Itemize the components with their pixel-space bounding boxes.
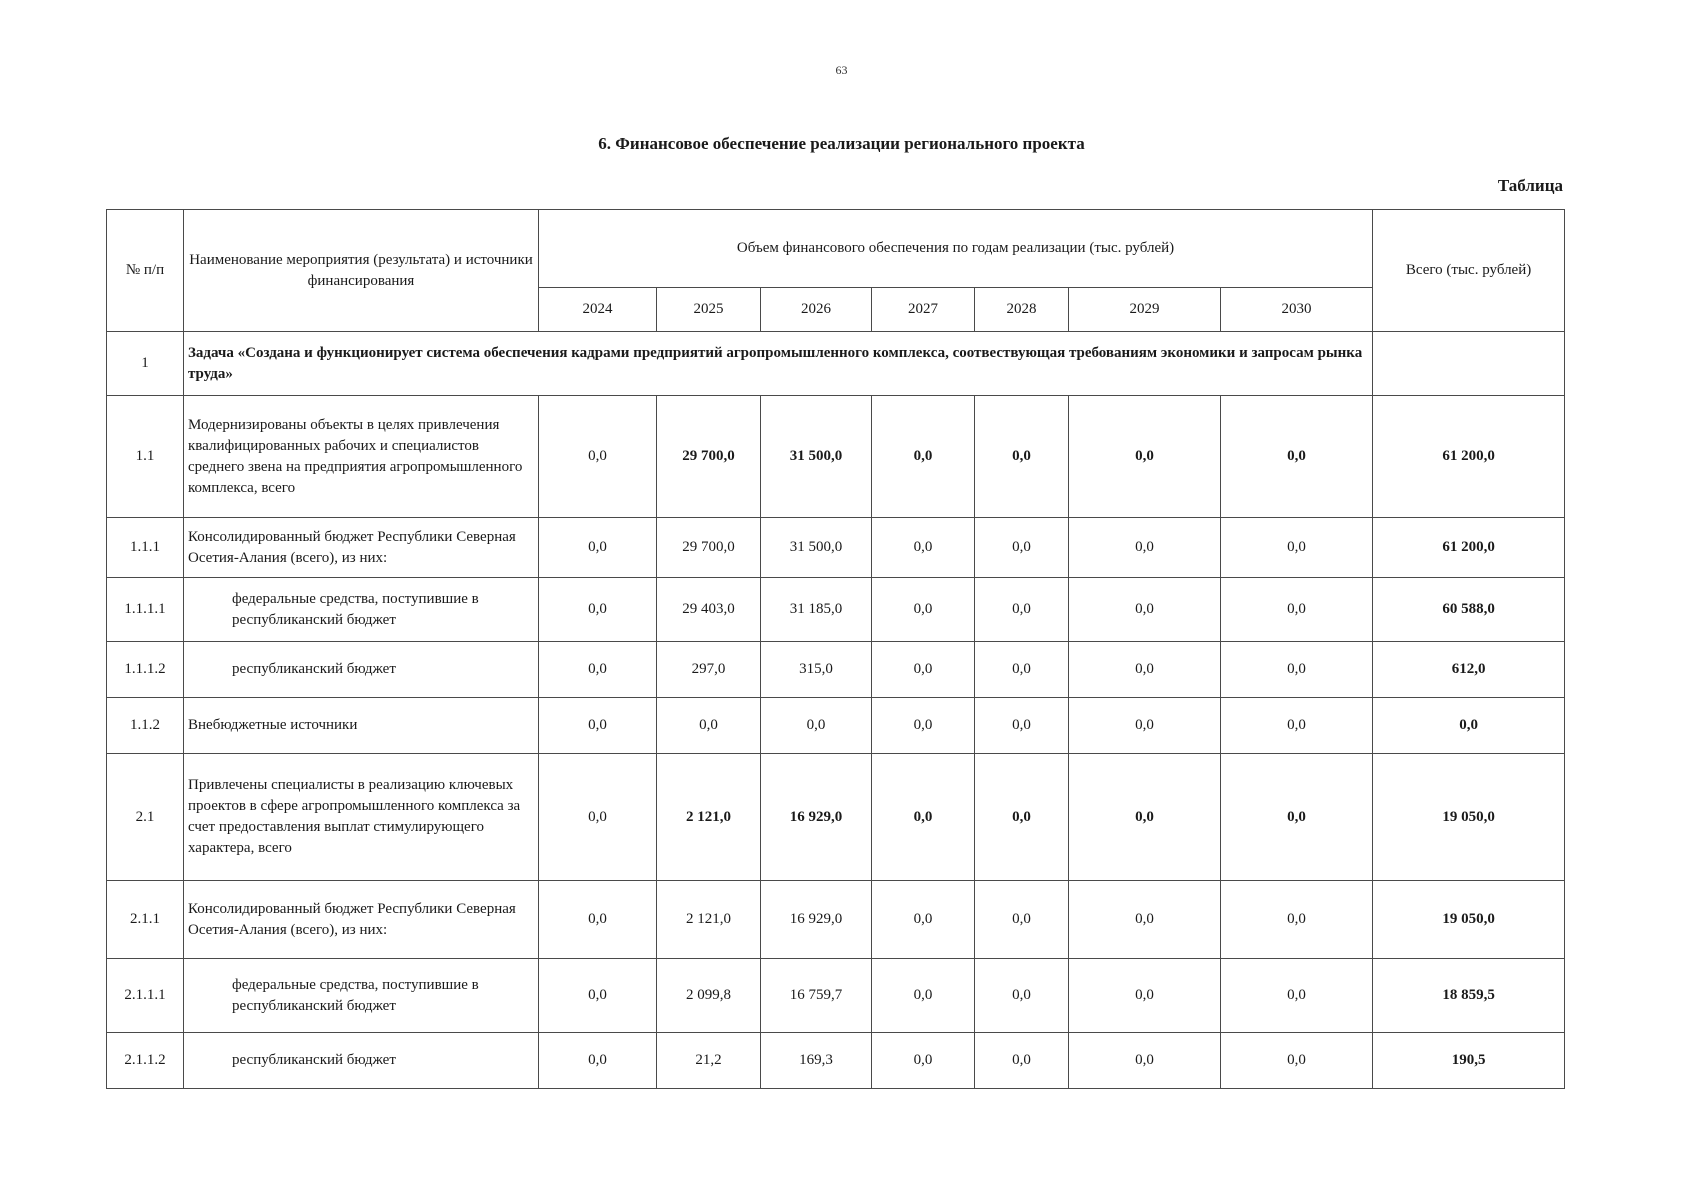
year-value: 297,0	[657, 642, 761, 698]
year-value: 0,0	[1221, 959, 1373, 1033]
row-num: 1.1	[107, 396, 184, 518]
year-value: 0,0	[975, 642, 1069, 698]
year-value: 0,0	[975, 578, 1069, 642]
year-value: 29 700,0	[657, 518, 761, 578]
row-total: 61 200,0	[1373, 396, 1565, 518]
row-num: 2.1	[107, 754, 184, 881]
header-year: 2024	[539, 288, 657, 332]
year-value: 29 403,0	[657, 578, 761, 642]
year-value: 0,0	[1069, 518, 1221, 578]
year-value: 0,0	[539, 396, 657, 518]
year-value: 0,0	[975, 396, 1069, 518]
year-value: 0,0	[975, 1033, 1069, 1089]
year-value: 0,0	[1069, 754, 1221, 881]
table-row	[107, 959, 1565, 1033]
year-value: 0,0	[539, 754, 657, 881]
year-value: 0,0	[975, 959, 1069, 1033]
row-total: 612,0	[1373, 642, 1565, 698]
year-value: 0,0	[657, 698, 761, 754]
year-value: 0,0	[975, 881, 1069, 959]
year-value: 0,0	[1221, 881, 1373, 959]
year-value: 315,0	[761, 642, 872, 698]
row-num: 1.1.1	[107, 518, 184, 578]
task-row	[107, 332, 1565, 396]
year-value: 0,0	[539, 881, 657, 959]
section-title: 6. Финансовое обеспечение реализации регионального проекта	[598, 134, 1085, 153]
header-year: 2025	[657, 288, 761, 332]
row-total: 19 050,0	[1373, 881, 1565, 959]
year-value: 0,0	[1221, 698, 1373, 754]
row-total: 60 588,0	[1373, 578, 1565, 642]
row-name: федеральные средства, поступившие в республиканский бюджет	[184, 578, 539, 642]
header-num: № п/п	[107, 210, 184, 332]
table-row	[107, 518, 1565, 578]
row-name: Консолидированный бюджет Республики Северная Осетия-Алания (всего), из них:	[184, 881, 539, 959]
year-value: 0,0	[1069, 698, 1221, 754]
year-value: 0,0	[872, 578, 975, 642]
page-number: 63	[835, 63, 848, 77]
year-value: 0,0	[1221, 396, 1373, 518]
year-value: 2 099,8	[657, 959, 761, 1033]
year-value: 0,0	[1069, 1033, 1221, 1089]
year-value: 2 121,0	[657, 754, 761, 881]
header-year: 2026	[761, 288, 872, 332]
year-value: 16 759,7	[761, 959, 872, 1033]
table-row	[107, 1033, 1565, 1089]
header-volume: Объем финансового обеспечения по годам реализации (тыс. рублей)	[539, 210, 1373, 288]
year-value: 0,0	[975, 698, 1069, 754]
year-value: 0,0	[872, 881, 975, 959]
task-num: 1	[107, 332, 184, 396]
row-total: 190,5	[1373, 1033, 1565, 1089]
year-value: 0,0	[1221, 642, 1373, 698]
year-value: 0,0	[539, 1033, 657, 1089]
year-value: 0,0	[761, 698, 872, 754]
row-total: 0,0	[1373, 698, 1565, 754]
table-row	[107, 881, 1565, 959]
year-value: 2 121,0	[657, 881, 761, 959]
year-value: 169,3	[761, 1033, 872, 1089]
year-value: 0,0	[872, 396, 975, 518]
row-total: 61 200,0	[1373, 518, 1565, 578]
table-caption: Таблица	[1497, 176, 1563, 195]
year-value: 0,0	[872, 642, 975, 698]
row-num: 2.1.1	[107, 881, 184, 959]
year-value: 0,0	[1069, 396, 1221, 518]
row-name: федеральные средства, поступившие в республиканский бюджет	[184, 959, 539, 1033]
header-year: 2030	[1221, 288, 1373, 332]
row-name: Консолидированный бюджет Республики Северная Осетия-Алания (всего), из них:	[184, 518, 539, 578]
row-num: 2.1.1.1	[107, 959, 184, 1033]
year-value: 21,2	[657, 1033, 761, 1089]
year-value: 0,0	[1069, 578, 1221, 642]
table-row	[107, 642, 1565, 698]
row-num: 2.1.1.2	[107, 1033, 184, 1089]
year-value: 16 929,0	[761, 754, 872, 881]
task-text: Задача «Создана и функционирует система обеспечения кадрами предприятий агропромышленного комплекса, соотвествующая требованиям экономики и запросам рынка труда»	[184, 332, 1373, 396]
year-value: 0,0	[539, 959, 657, 1033]
financing-table	[106, 209, 1565, 1089]
year-value: 0,0	[1221, 754, 1373, 881]
year-value: 0,0	[872, 754, 975, 881]
year-value: 0,0	[872, 698, 975, 754]
row-num: 1.1.1.2	[107, 642, 184, 698]
year-value: 0,0	[1221, 518, 1373, 578]
header-name: Наименование мероприятия (результата) и источники финансирования	[184, 210, 539, 332]
task-total-empty	[1373, 332, 1565, 396]
year-value: 16 929,0	[761, 881, 872, 959]
year-value: 0,0	[1221, 1033, 1373, 1089]
year-value: 0,0	[539, 578, 657, 642]
year-value: 0,0	[539, 518, 657, 578]
table-row	[107, 578, 1565, 642]
table-row	[107, 754, 1565, 881]
year-value: 0,0	[1069, 959, 1221, 1033]
header-year: 2027	[872, 288, 975, 332]
header-row-1	[107, 210, 1565, 288]
header-year: 2029	[1069, 288, 1221, 332]
row-name: Модернизированы объекты в целях привлечения квалифицированных рабочих и специалистов среднего звена на предприятия агропромышленного комплекса, всего	[184, 396, 539, 518]
year-value: 0,0	[975, 754, 1069, 881]
year-value: 31 500,0	[761, 396, 872, 518]
header-year: 2028	[975, 288, 1069, 332]
header-total: Всего (тыс. рублей)	[1373, 210, 1565, 332]
year-value: 31 185,0	[761, 578, 872, 642]
year-value: 31 500,0	[761, 518, 872, 578]
row-name: республиканский бюджет	[184, 1033, 539, 1089]
year-value: 0,0	[872, 518, 975, 578]
row-name: Привлечены специалисты в реализацию ключевых проектов в сфере агропромышленного комплекса за счет предоставления выплат стимулирующего характера, всего	[184, 754, 539, 881]
table-row	[107, 698, 1565, 754]
year-value: 0,0	[539, 698, 657, 754]
year-value: 0,0	[872, 1033, 975, 1089]
row-name: Внебюджетные источники	[184, 698, 539, 754]
table-row	[107, 396, 1565, 518]
year-value: 0,0	[975, 518, 1069, 578]
year-value: 0,0	[872, 959, 975, 1033]
year-value: 29 700,0	[657, 396, 761, 518]
row-num: 1.1.2	[107, 698, 184, 754]
year-value: 0,0	[1221, 578, 1373, 642]
row-total: 19 050,0	[1373, 754, 1565, 881]
row-name: республиканский бюджет	[184, 642, 539, 698]
row-num: 1.1.1.1	[107, 578, 184, 642]
year-value: 0,0	[1069, 881, 1221, 959]
year-value: 0,0	[539, 642, 657, 698]
row-total: 18 859,5	[1373, 959, 1565, 1033]
year-value: 0,0	[1069, 642, 1221, 698]
